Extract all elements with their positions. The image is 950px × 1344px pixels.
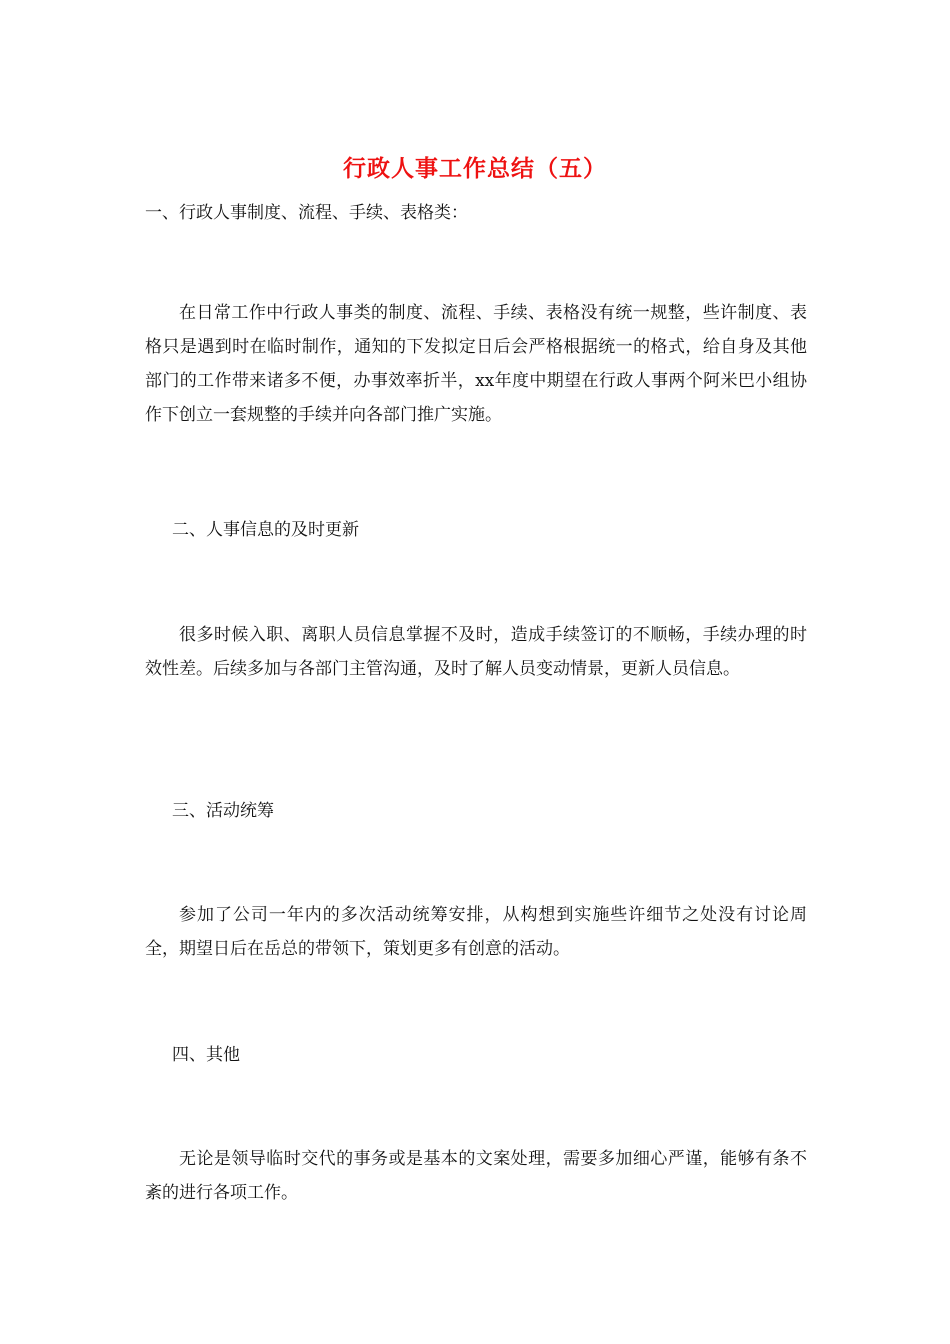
- section-4-body: 无论是领导临时交代的事务或是基本的文案处理，需要多加细心严谨，能够有条不紊的进行各项工作。: [145, 1149, 807, 1203]
- section-4-heading: 四、其他: [172, 1045, 240, 1065]
- section-3-body: 参加了公司一年内的多次活动统筹安排，从构想到实施些许细节之处没有讨论周全，期望日后在岳总的带领下，策划更多有创意的活动。: [145, 905, 807, 959]
- document-title: 行政人事工作总结（五）: [343, 155, 607, 182]
- section-2-body: 很多时候入职、离职人员信息掌握不及时，造成手续签订的不顺畅，手续办理的时效性差。后续多加与各部门主管沟通，及时了解人员变动情景，更新人员信息。: [145, 625, 807, 679]
- section-3-heading: 三、活动统筹: [172, 801, 274, 821]
- section-1-body: 在日常工作中行政人事类的制度、流程、手续、表格没有统一规整，些许制度、表格只是遇到时在临时制作，通知的下发拟定日后会严格根据统一的格式，给自身及其他部门的工作带来诸多不便，办事效率折半，xx年度中期望在行政人事两个阿米巴小组协作下创立一套规整的手续并向各部门推广实施。: [145, 303, 807, 425]
- section-1-heading: 一、行政人事制度、流程、手续、表格类：: [145, 203, 468, 223]
- section-2-heading: 二、人事信息的及时更新: [172, 520, 359, 540]
